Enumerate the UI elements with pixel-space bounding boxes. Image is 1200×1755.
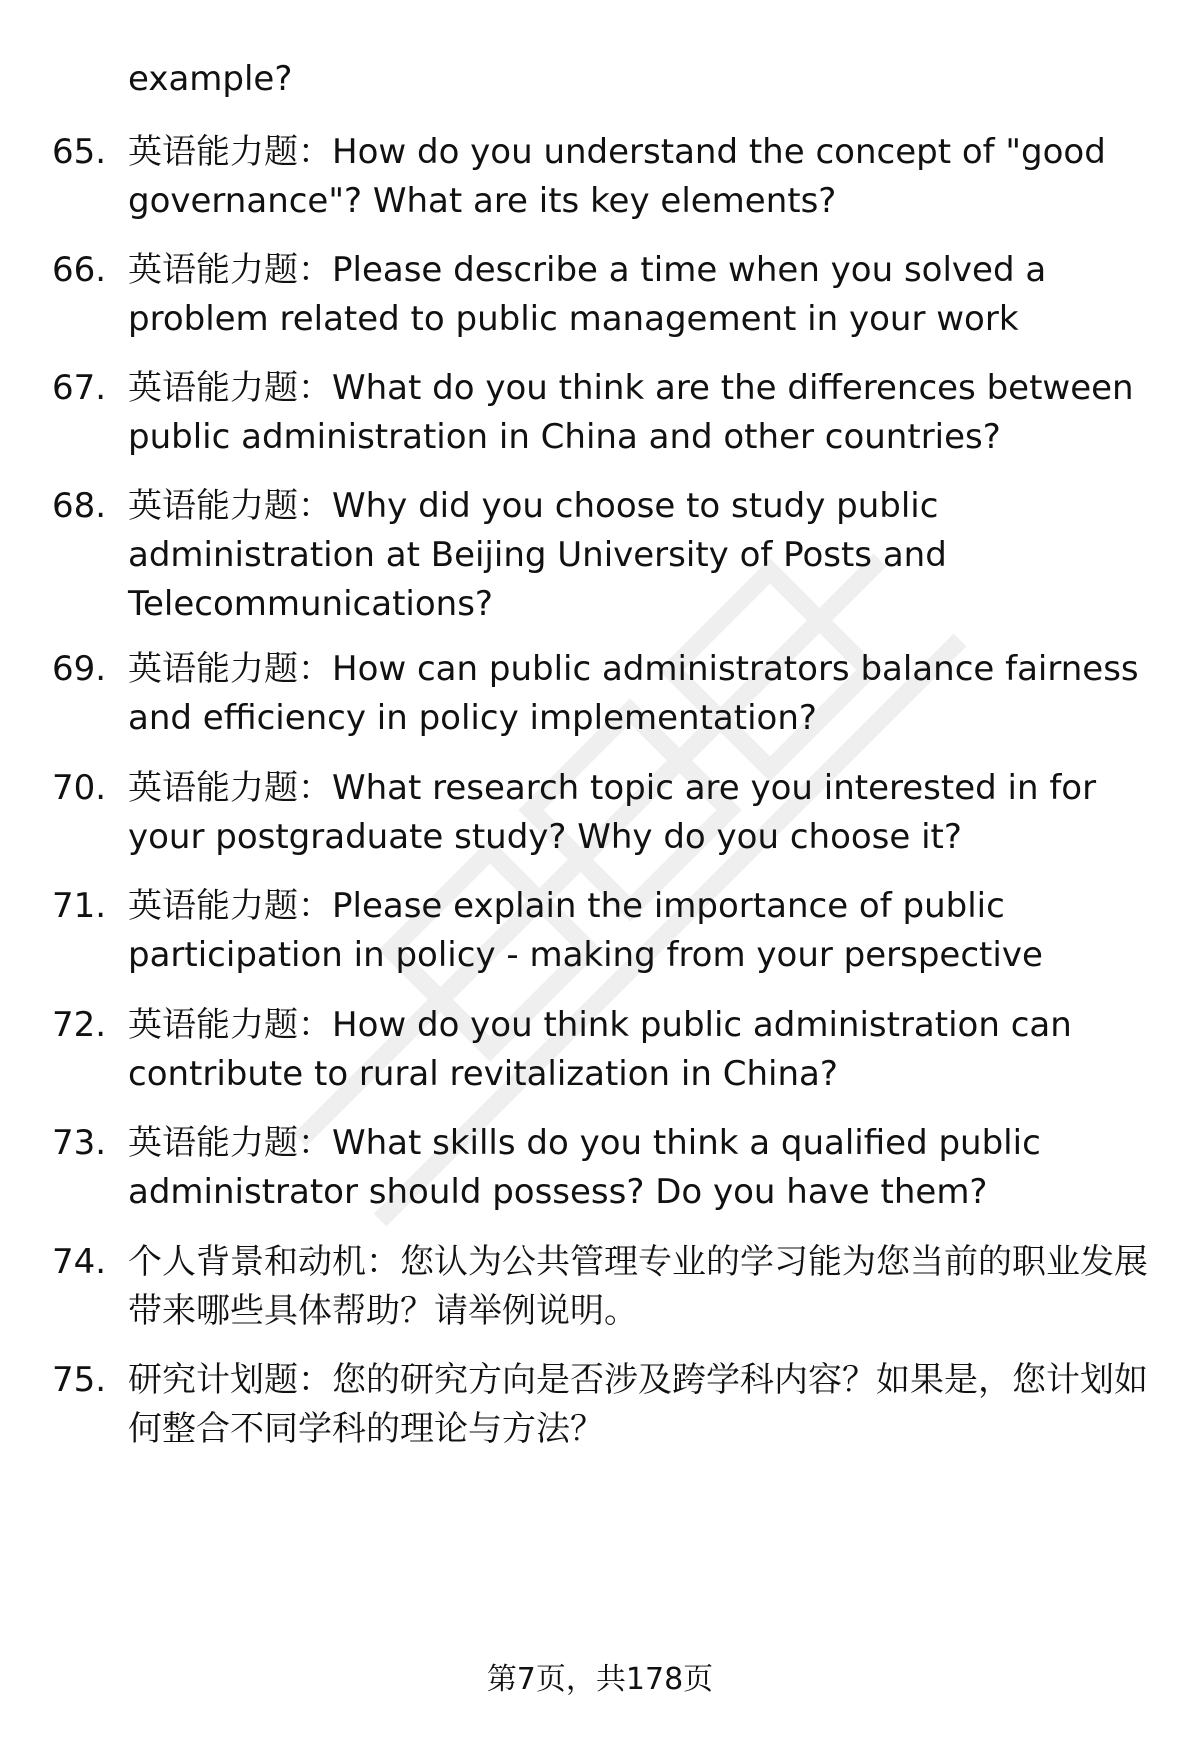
item-number: 67. (52, 368, 107, 408)
item-number: 75. (52, 1360, 107, 1400)
item-number: 69. (52, 649, 107, 689)
item-text: 英语能力题：What research topic are you interested in for your postgraduate study? Why do you choose it? (128, 768, 1097, 857)
item-number: 68. (52, 486, 107, 526)
item-text: 英语能力题：Why did you choose to study public administration at Beijing University of Posts and Telecommunications? (128, 486, 947, 624)
page-footer: 第7页，共178页 (486, 1662, 714, 1697)
item-text: 英语能力题：How do you understand the concept of "good governance"? What are its key elements? (128, 132, 1106, 221)
item-number: 70. (52, 768, 107, 808)
item-number: 73. (52, 1123, 107, 1163)
item-text: 英语能力题：Please describe a time when you solved a problem related to public management in your work (128, 250, 1047, 339)
item-number: 65. (52, 132, 107, 172)
continuation-text: example? (128, 59, 293, 99)
item-text: 研究计划题：您的研究方向是否涉及跨学科内容？如果是，您计划如何整合不同学科的理论与方法？ (128, 1360, 1148, 1449)
item-number: 74. (52, 1242, 107, 1282)
item-text: 英语能力题：What skills do you think a qualified public administrator should possess? Do you have them? (128, 1123, 1041, 1212)
item-text: 英语能力题：How can public administrators balance fairness and efficiency in policy implementation? (128, 649, 1139, 738)
item-text: 个人背景和动机：您认为公共管理专业的学习能为您当前的职业发展带来哪些具体帮助？请举例说明。 (128, 1242, 1148, 1331)
item-number: 71. (52, 886, 107, 926)
item-number: 72. (52, 1005, 107, 1045)
item-text: 英语能力题：How do you think public administration can contribute to rural revitalization in China? (128, 1005, 1072, 1094)
item-number: 66. (52, 250, 107, 290)
item-text: 英语能力题：What do you think are the differences between public administration in China and other countries? (128, 368, 1134, 457)
item-text: 英语能力题：Please explain the importance of public participation in policy - making from your perspective (128, 886, 1043, 975)
